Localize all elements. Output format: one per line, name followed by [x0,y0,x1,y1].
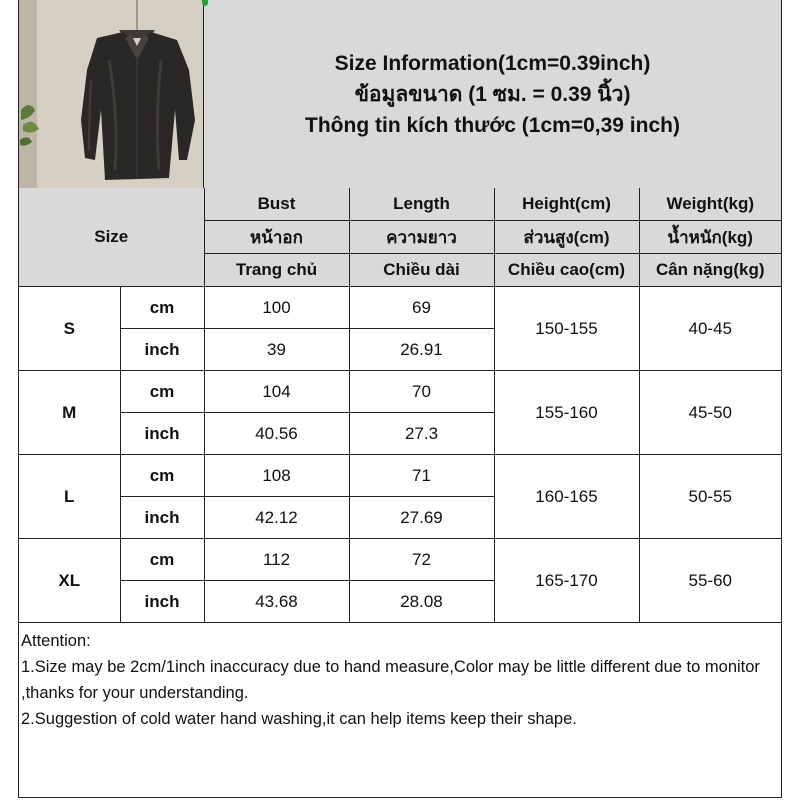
size-header: Size [19,188,204,287]
length-inch: 26.91 [349,329,494,371]
weight-range: 55-60 [639,539,781,623]
attention-heading: Attention: [21,632,91,650]
unit-cm: cm [120,455,204,497]
size-table [19,188,781,623]
bust-cm: 112 [204,539,349,581]
height-range: 160-165 [494,455,639,539]
bust-cm: 108 [204,455,349,497]
bust-inch: 43.68 [204,581,349,623]
bust-inch: 39 [204,329,349,371]
size-m: M [19,371,120,455]
header-weight-th: น้ำหนัก(kg) [639,221,781,254]
note-washing: 2.Suggestion of cold water hand washing,it can help items keep their shape. [21,710,577,728]
length-inch: 27.69 [349,497,494,539]
bust-cm: 104 [204,371,349,413]
header-bust-th: หน้าอก [204,221,349,254]
length-cm: 72 [349,539,494,581]
unit-cm: cm [120,371,204,413]
product-photo [19,0,204,188]
attention-notes [19,628,781,732]
note-measurement: 1.Size may be 2cm/1inch inaccuracy due to hand measure,Color may be little different due to monitor ,thanks for your understanding. [21,658,765,702]
header-bust-vi: Trang chủ [204,254,349,287]
shirt-image [19,0,203,188]
height-range: 155-160 [494,371,639,455]
weight-range: 45-50 [639,371,781,455]
length-cm: 71 [349,455,494,497]
header-weight-vi: Cân nặng(kg) [639,254,781,287]
height-range: 165-170 [494,539,639,623]
height-range: 150-155 [494,287,639,371]
size-l: L [19,455,120,539]
unit-inch: inch [120,581,204,623]
length-inch: 27.3 [349,413,494,455]
corner-marker [202,0,208,6]
title-english: Size Information(1cm=0.39inch) [334,51,651,75]
header-height-th: ส่วนสูง(cm) [494,221,639,254]
header-height-vi: Chiều cao(cm) [494,254,639,287]
unit-inch: inch [120,329,204,371]
title-thai: ข้อมูลขนาด (1 ซม. = 0.39 นิ้ว) [354,82,631,106]
bust-inch: 40.56 [204,413,349,455]
bust-cm: 100 [204,287,349,329]
length-inch: 28.08 [349,581,494,623]
header-area [19,0,781,189]
weight-range: 40-45 [639,287,781,371]
size-s: S [19,287,120,371]
title-vietnamese: Thông tin kích thước (1cm=0,39 inch) [305,113,680,137]
bust-inch: 42.12 [204,497,349,539]
unit-inch: inch [120,413,204,455]
header-height-en: Height(cm) [494,188,639,221]
header-weight-en: Weight(kg) [639,188,781,221]
header-length-th: ความยาว [349,221,494,254]
header-length-vi: Chiều dài [349,254,494,287]
header-length-en: Length [349,188,494,221]
unit-cm: cm [120,539,204,581]
size-xl: XL [19,539,120,623]
header-bust-en: Bust [204,188,349,221]
weight-range: 50-55 [639,455,781,539]
length-cm: 69 [349,287,494,329]
unit-inch: inch [120,497,204,539]
unit-cm: cm [120,287,204,329]
size-chart [18,0,782,798]
length-cm: 70 [349,371,494,413]
size-info-title [204,0,781,188]
